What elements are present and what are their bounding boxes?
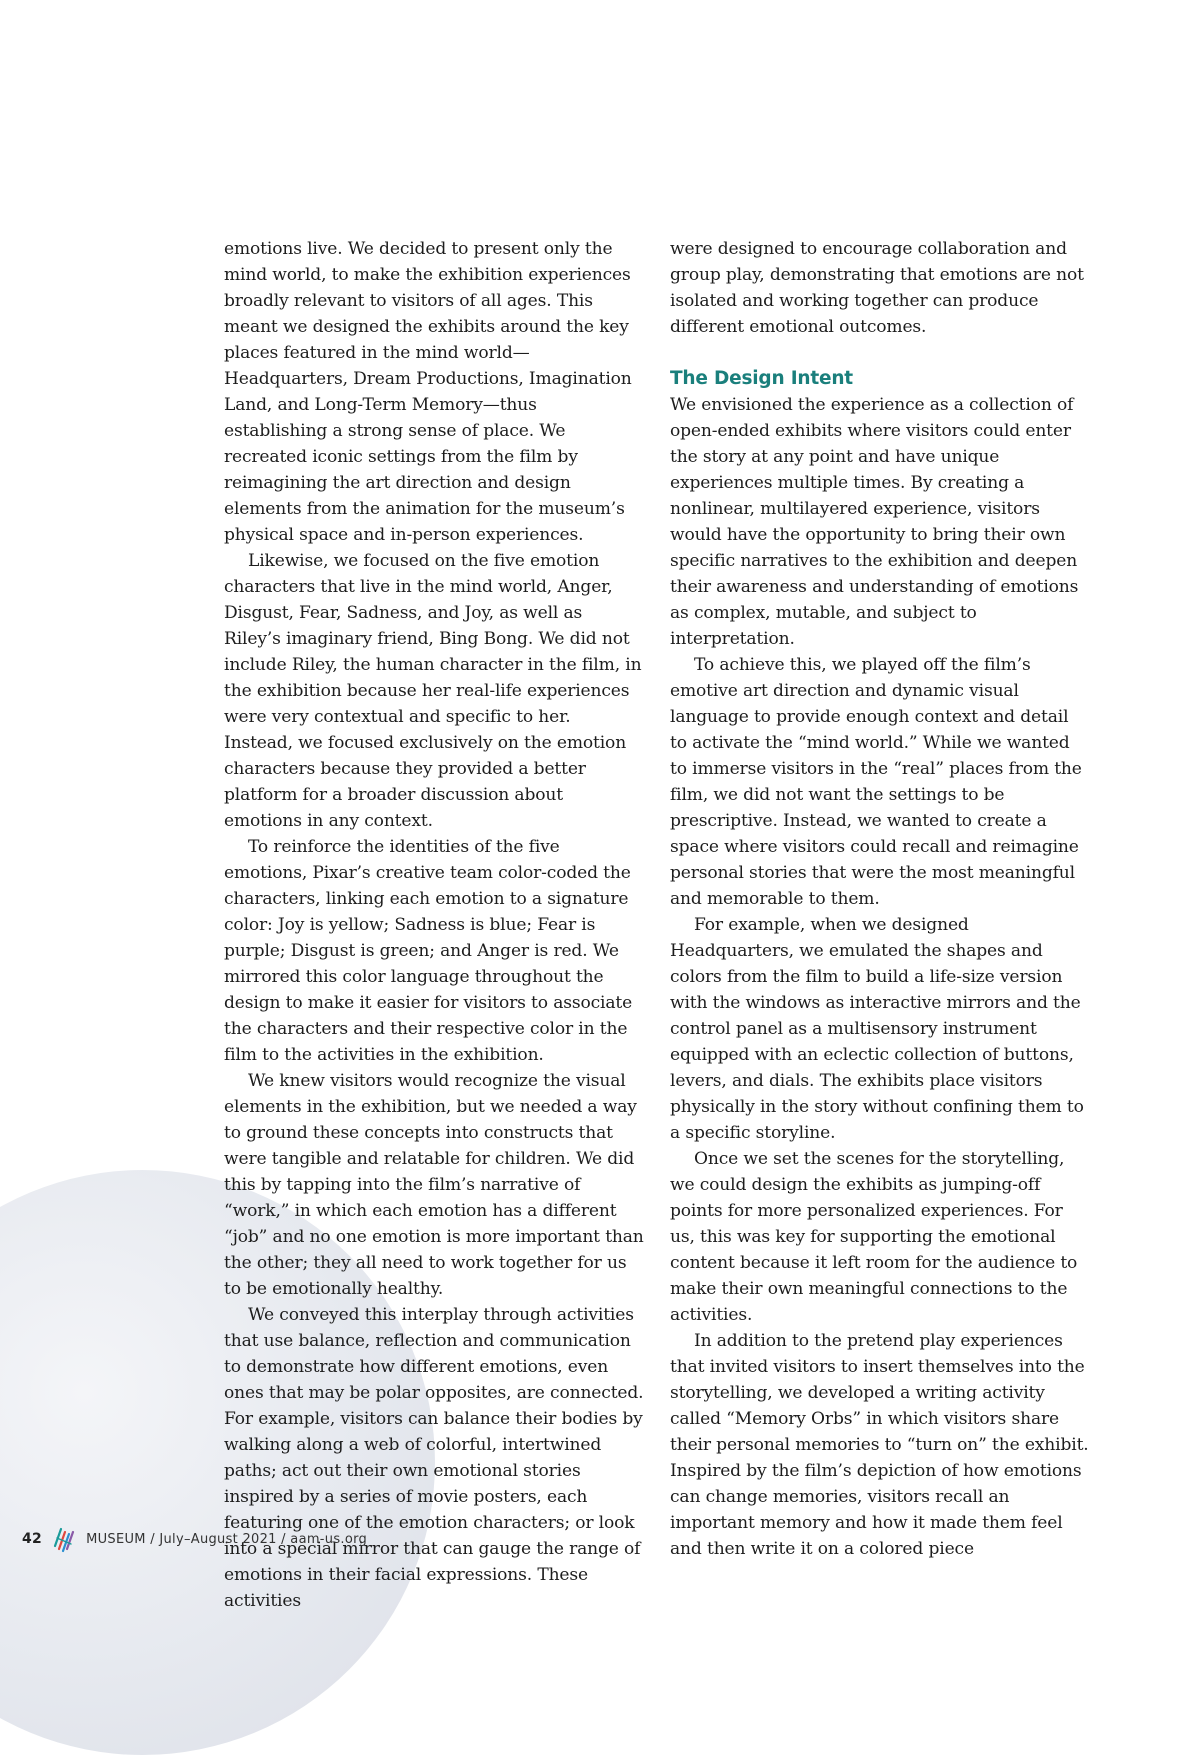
publication-info: MUSEUM / July–August 2021 / aam-us.org: [86, 1531, 368, 1547]
right-text-column: [670, 236, 1090, 1562]
paragraph: In addition to the pretend play experiences that invited visitors to insert themselves into the storytelling, we developed a writing activity called “Memory Orbs” in which visitors share their personal memories to “turn on” the exhibit. Inspired by the film’s depiction of how emotions can change memories, visitors recall an important memory and how it made them feel and then write it on a colored piece: [670, 1331, 1089, 1559]
paragraph: Likewise, we focused on the five emotion characters that live in the mind world, Anger, Disgust, Fear, Sadness, and Joy, as well as Riley’s imaginary friend, Bing Bong. We did not include Riley, the human character in the film, in the exhibition because her real-life experiences were very contextual and specific to her. Instead, we focused exclusively on the emotion characters because they provided a better platform for a broader discussion about emotions in any context.: [224, 551, 642, 831]
paragraph: We conveyed this interplay through activities that use balance, reflection and communication to demonstrate how different emotions, even ones that may be polar opposites, are connected. For example, visitors can balance their bodies by walking along a web of colorful, intertwined paths; act out their own emotional stories inspired by a series of movie posters, each featuring one of the emotion characters; or look into a special mirror that can gauge the range of emotions in their facial expressions. These activities: [224, 1305, 644, 1611]
paragraph: For example, when we designed Headquarters, we emulated the shapes and colors from the film to build a life-size version with the windows as interactive mirrors and the control panel as a multisensory instrument equipped with an eclectic collection of buttons, levers, and dials. The exhibits place visitors physically in the story without confining them to a specific storyline.: [670, 915, 1084, 1143]
aam-logo-icon: [52, 1524, 76, 1554]
paragraph: To reinforce the identities of the five emotions, Pixar’s creative team color-coded the characters, linking each emotion to a signature color: Joy is yellow; Sadness is blue; Fear is purple; Disgust is green; and Anger is red. We mirrored this color language throughout the design to make it easier for visitors to associate the characters and their respective color in the film to the activities in the exhibition.: [224, 837, 633, 1065]
paragraph: were designed to encourage collaboration and group play, demonstrating that emotions are not isolated and working together can produce different emotional outcomes.: [670, 239, 1084, 337]
left-text-column: [224, 236, 644, 1614]
page-footer: [22, 1524, 367, 1554]
paragraph: We knew visitors would recognize the visual elements in the exhibition, but we needed a way to ground these concepts into constructs that were tangible and relatable for children. We did this by tapping into the film’s narrative of “work,” in which each emotion has a different “job” and no one emotion is more important than the other; they all need to work together for us to be emotionally healthy.: [224, 1071, 644, 1299]
paragraph: emotions live. We decided to present only the mind world, to make the exhibition experiences broadly relevant to visitors of all ages. This meant we designed the exhibits around the key places featured in the mind world—Headquarters, Dream Productions, Imagination Land, and Long-Term Memory—thus establishing a strong sense of place. We recreated iconic settings from the film by reimagining the art direction and design elements from the animation for the museum’s physical space and in-person experiences.: [224, 239, 632, 545]
section-heading: The Design Intent: [670, 368, 853, 389]
page-number: 42: [22, 1531, 43, 1547]
paragraph: Once we set the scenes for the storytelling, we could design the exhibits as jumping-off points for more personalized experiences. For us, this was key for supporting the emotional content because it left room for the audience to make their own meaningful connections to the activities.: [670, 1149, 1078, 1325]
paragraph: To achieve this, we played off the film’s emotive art direction and dynamic visual language to provide enough context and detail to activate the “mind world.” While we wanted to immerse visitors in the “real” places from the film, we did not want the settings to be prescriptive. Instead, we wanted to create a space where visitors could recall and reimagine personal stories that were the most meaningful and memorable to them.: [670, 655, 1082, 909]
paragraph: We envisioned the experience as a collection of open-ended exhibits where visitors could enter the story at any point and have unique experiences multiple times. By creating a nonlinear, multilayered experience, visitors would have the opportunity to bring their own specific narratives to the exhibition and deepen their awareness and understanding of emotions as complex, mutable, and subject to interpretation.: [670, 395, 1079, 649]
